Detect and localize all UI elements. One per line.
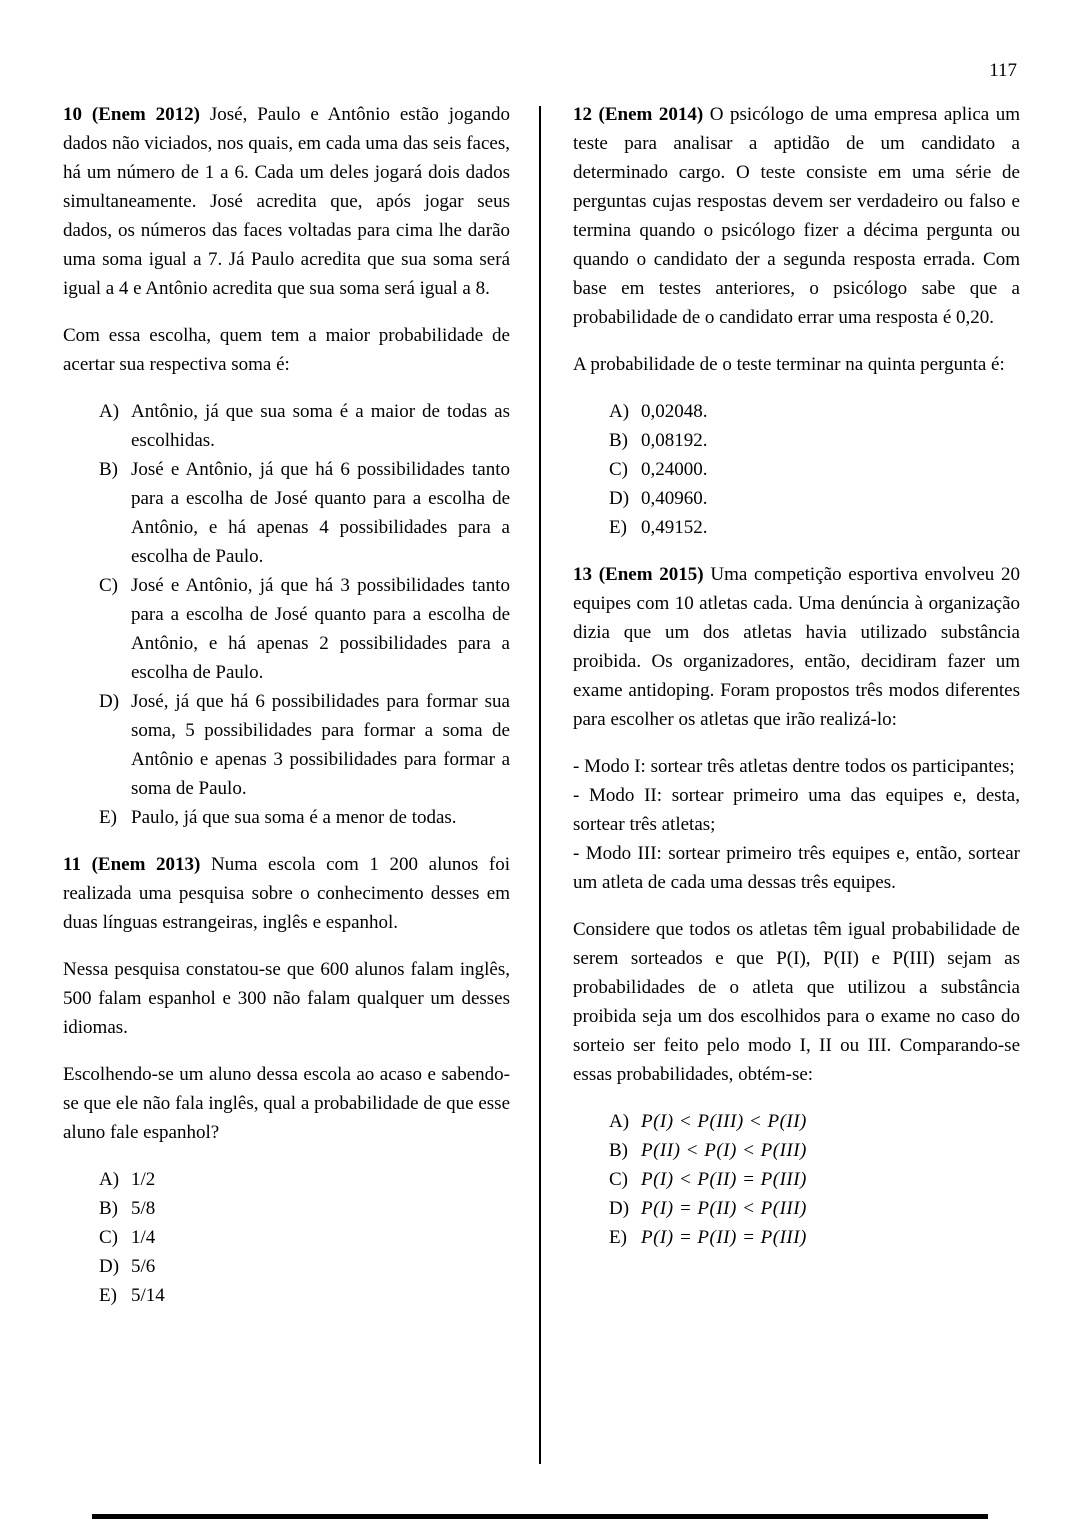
- option-a: [609, 1107, 1020, 1136]
- option-d: [609, 1194, 1020, 1223]
- question-11-options: [99, 1165, 510, 1310]
- option-letter: A): [609, 1111, 630, 1132]
- option-text: 1/4: [131, 1227, 156, 1248]
- option-letter: D): [99, 1256, 120, 1277]
- option-c: [99, 1223, 510, 1252]
- question-12-intro-text: O psicólogo de uma empresa aplica um teste para analisar a aptidão de um candidato a determinado cargo. O teste consiste em uma série de perguntas cujas respostas devem ser verdadeiro ou falso e termina quando o psicólogo fizer a décima pergunta ou quando o candidato der a segunda resposta errada. Com base em testes anteriores, o psicólogo sabe que a probabilidade de o candidato errar uma resposta é 0,20.: [573, 104, 1021, 328]
- option-letter: A): [99, 401, 120, 422]
- option-letter: B): [99, 1198, 118, 1219]
- option-e: [609, 513, 1020, 542]
- question-11-intro-text: Numa escola com 1 200 alunos foi realizada uma pesquisa sobre o conhecimento desses em duas línguas estrangeiras, inglês e espanhol.: [63, 854, 510, 933]
- option-d: [609, 484, 1020, 513]
- question-13-prompt: Considere que todos os atletas têm igual probabilidade de serem sorteados e que P(I), P(II) e P(III) sejam as probabilidades de o atleta que utilizou a substância proibida seja um dos escolhidos para o exame no caso do sorteio ser feito pelo modo I, II ou III. Comparando-se essas probabilidades, obtém-se:: [573, 919, 1020, 1085]
- mode-item-3: - Modo III: sortear primeiro três equipes e, então, sortear um atleta de cada uma dessas três equipes.: [573, 843, 1020, 893]
- option-text: 0,24000.: [641, 459, 708, 480]
- question-11: [63, 850, 510, 1310]
- option-text: P(I) < P(III) < P(II): [641, 1111, 807, 1132]
- question-13-modes: [573, 752, 1020, 897]
- option-letter: E): [99, 1285, 117, 1306]
- mode-item-2: - Modo II: sortear primeiro uma das equipes e, desta, sortear três atletas;: [573, 785, 1020, 835]
- option-d: [99, 687, 510, 803]
- option-text: P(II) < P(I) < P(III): [641, 1140, 807, 1161]
- option-c: [609, 455, 1020, 484]
- option-a: [99, 397, 510, 455]
- question-11-paragraph: Nessa pesquisa constatou-se que 600 alunos falam inglês, 500 falam espanhol e 300 não falam qualquer um desses idiomas.: [63, 959, 510, 1038]
- question-13: [573, 560, 1020, 1252]
- option-text: Antônio, já que sua soma é a maior de todas as escolhidas.: [131, 401, 510, 451]
- question-12-intro: [573, 100, 1020, 332]
- question-13-intro: [573, 560, 1020, 734]
- option-a: [99, 1165, 510, 1194]
- mode-item-1: - Modo I: sortear três atletas dentre todos os participantes;: [573, 756, 1015, 777]
- option-text: 0,02048.: [641, 401, 708, 422]
- question-10-intro: [63, 100, 510, 303]
- option-c: [609, 1165, 1020, 1194]
- question-12-prompt: A probabilidade de o teste terminar na quinta pergunta é:: [573, 354, 1005, 375]
- option-text: José e Antônio, já que há 3 possibilidades tanto para a escolha de José quanto para a escolha de Antônio, e há apenas 2 possibilidades para a escolha de Paulo.: [131, 575, 510, 683]
- option-letter: C): [99, 1227, 118, 1248]
- question-10-prompt: Com essa escolha, quem tem a maior probabilidade de acertar sua respectiva soma é:: [63, 325, 510, 375]
- question-13-label: 13 (Enem 2015): [573, 564, 704, 585]
- option-text: 1/2: [131, 1169, 156, 1190]
- option-letter: E): [609, 517, 627, 538]
- option-text: P(I) < P(II) = P(III): [641, 1169, 807, 1190]
- option-text: 5/8: [131, 1198, 156, 1219]
- option-letter: B): [609, 430, 628, 451]
- option-letter: B): [99, 459, 118, 480]
- option-text: 5/6: [131, 1256, 156, 1277]
- option-text: José e Antônio, já que há 6 possibilidades tanto para a escolha de José quanto para a escolha de Antônio, e há apenas 4 possibilidades para a escolha de Paulo.: [131, 459, 510, 567]
- two-column-layout: [63, 100, 1020, 1328]
- question-10-intro-text: José, Paulo e Antônio estão jogando dados não viciados, nos quais, em cada uma das seis faces, há um número de 1 a 6. Cada um deles jogará dois dados simultaneamente. José acredita que, após jogar seus dados, os números das faces voltadas para cima lhe darão uma soma igual a 7. Já Paulo acredita que sua soma será igual a 4 e Antônio acredita que sua soma será igual a 8.: [63, 104, 511, 299]
- option-b: [609, 1136, 1020, 1165]
- question-11-label: 11 (Enem 2013): [63, 854, 201, 875]
- question-11-intro: [63, 850, 510, 937]
- question-12-label: 12 (Enem 2014): [573, 104, 704, 125]
- option-letter: D): [609, 488, 630, 509]
- option-b: [99, 455, 510, 571]
- option-letter: A): [609, 401, 630, 422]
- option-letter: C): [609, 459, 628, 480]
- option-a: [609, 397, 1020, 426]
- question-10-options: [99, 397, 510, 832]
- option-text: 0,49152.: [641, 517, 708, 538]
- left-column: [63, 100, 510, 1328]
- option-text: Paulo, já que sua soma é a menor de todas.: [131, 807, 457, 828]
- option-text: José, já que há 6 possibilidades para formar sua soma, 5 possibilidades para formar a soma de Antônio e apenas 3 possibilidades para formar a soma de Paulo.: [131, 691, 510, 799]
- page-bottom-rule: [92, 1514, 988, 1519]
- question-13-intro-text: Uma competição esportiva envolveu 20 equipes com 10 atletas cada. Uma denúncia à organização dizia que um dos atletas havia utilizado substância proibida. Os organizadores, então, decidiram fazer um exame antidoping. Foram propostos três modos diferentes para escolher os atletas que irão realizá-lo:: [573, 564, 1021, 730]
- question-13-options: [609, 1107, 1020, 1252]
- option-e: [99, 1281, 510, 1310]
- option-e: [99, 803, 510, 832]
- option-letter: E): [609, 1227, 627, 1248]
- option-letter: C): [609, 1169, 628, 1190]
- option-e: [609, 1223, 1020, 1252]
- question-11-prompt: Escolhendo-se um aluno dessa escola ao acaso e sabendo-se que ele não fala inglês, qual a probabilidade de que esse aluno fale espanhol?: [63, 1064, 510, 1143]
- option-text: P(I) = P(II) < P(III): [641, 1198, 807, 1219]
- option-c: [99, 571, 510, 687]
- option-d: [99, 1252, 510, 1281]
- option-text: 0,40960.: [641, 488, 708, 509]
- question-10: [63, 100, 510, 832]
- option-letter: A): [99, 1169, 120, 1190]
- option-text: 5/14: [131, 1285, 165, 1306]
- page-number: 117: [989, 60, 1017, 81]
- option-b: [99, 1194, 510, 1223]
- option-b: [609, 426, 1020, 455]
- option-letter: E): [99, 807, 117, 828]
- question-12: [573, 100, 1020, 542]
- option-text: 0,08192.: [641, 430, 708, 451]
- option-letter: B): [609, 1140, 628, 1161]
- question-12-options: [609, 397, 1020, 542]
- right-column: [573, 100, 1020, 1328]
- option-text: P(I) = P(II) = P(III): [641, 1227, 807, 1248]
- question-10-label: 10 (Enem 2012): [63, 104, 200, 125]
- option-letter: D): [609, 1198, 630, 1219]
- option-letter: C): [99, 575, 118, 596]
- option-letter: D): [99, 691, 120, 712]
